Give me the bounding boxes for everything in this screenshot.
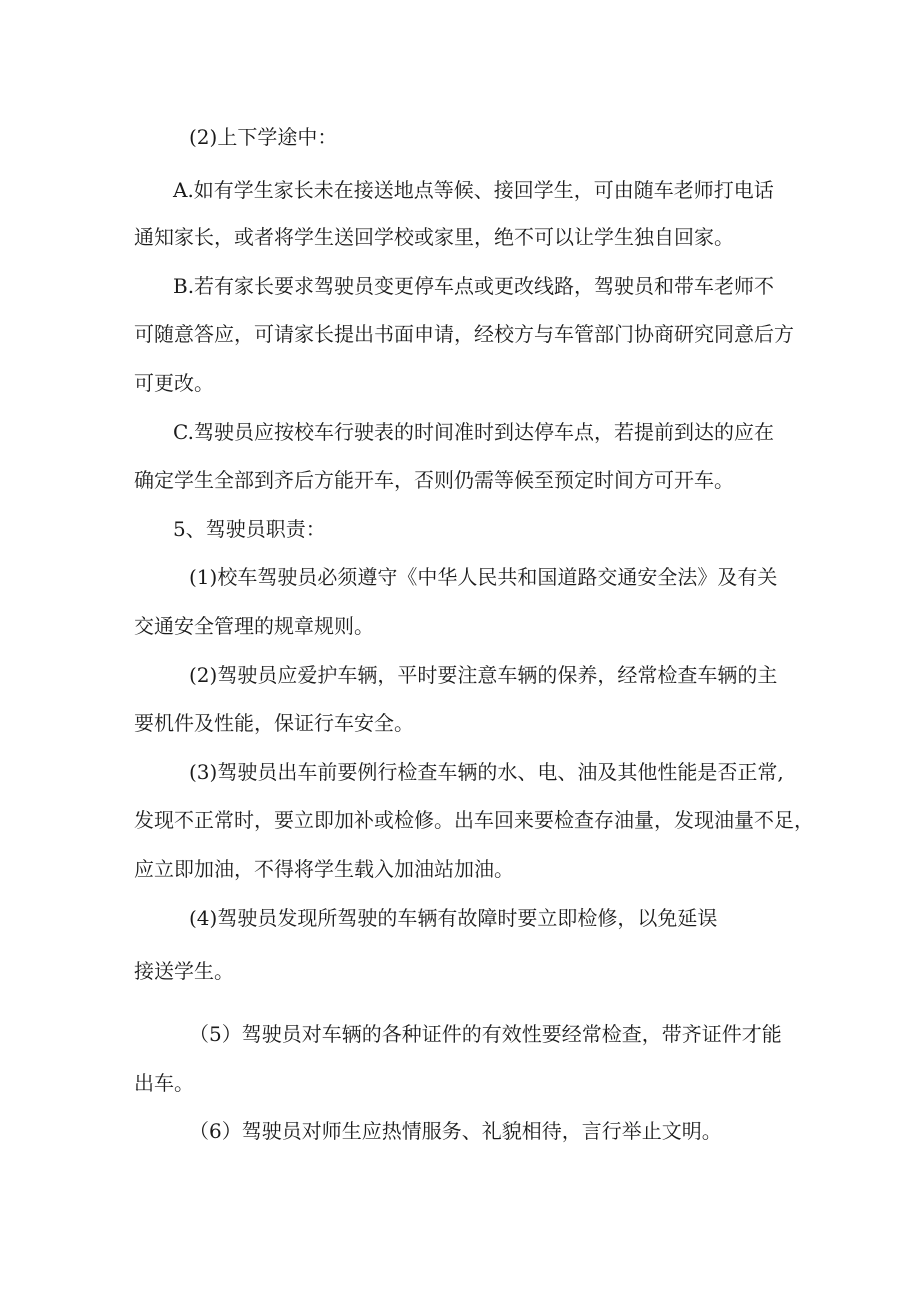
text-line: (2)上下学途中： [189,125,338,149]
text-line: (3)驾驶员出车前要例行检查车辆的水、电、油及其他性能是否正常, [189,760,784,784]
text-line: 发现不正常时，要立即加补或检修。出车回来要检查存油量，发现油量不足， [134,808,814,832]
text-line: B.若有家长要求驾驶员变更停车点或更改线路，驾驶员和带车老师不 [173,274,775,298]
text-line: (1)校车驾驶员必须遵守《中华人民共和国道路交通安全法》及有关 [189,565,778,589]
text-line: （5）驾驶员对车辆的各种证件的有效性要经常检查，带齐证件才能 [189,1022,782,1046]
text-line: 确定学生全部到齐后方能开车，否则仍需等候至预定时间方可开车。 [134,468,734,492]
text-line: (4)驾驶员发现所驾驶的车辆有故障时要立即检修，以免延误 [189,906,718,930]
text-line: (2)驾驶员应爱护车辆，平时要注意车辆的保养，经常检查车辆的主 [189,663,778,687]
text-line: 通知家长，或者将学生送回学校或家里，绝不可以让学生独自回家。 [134,225,734,249]
text-line: 接送学生。 [134,959,234,983]
section-heading: 5、驾驶员职责： [173,517,326,541]
text-line: A.如有学生家长未在接送地点等候、接回学生，可由随车老师打电话 [173,178,774,202]
text-line: C.驾驶员应按校车行驶表的时间准时到达停车点，若提前到达的应在 [173,420,774,444]
text-line: 出车。 [134,1071,194,1095]
text-line: 可更改。 [134,371,214,395]
text-line: 交通安全管理的规章规则。 [134,614,374,638]
text-line: 可随意答应，可请家长提出书面申请，经校方与车管部门协商研究同意后方 [134,322,794,346]
text-line: （6）驾驶员对师生应热情服务、礼貌相待，言行举止文明。 [189,1119,722,1143]
text-line: 应立即加油，不得将学生载入加油站加油。 [134,857,514,881]
text-line: 要机件及性能，保证行车安全。 [134,711,414,735]
